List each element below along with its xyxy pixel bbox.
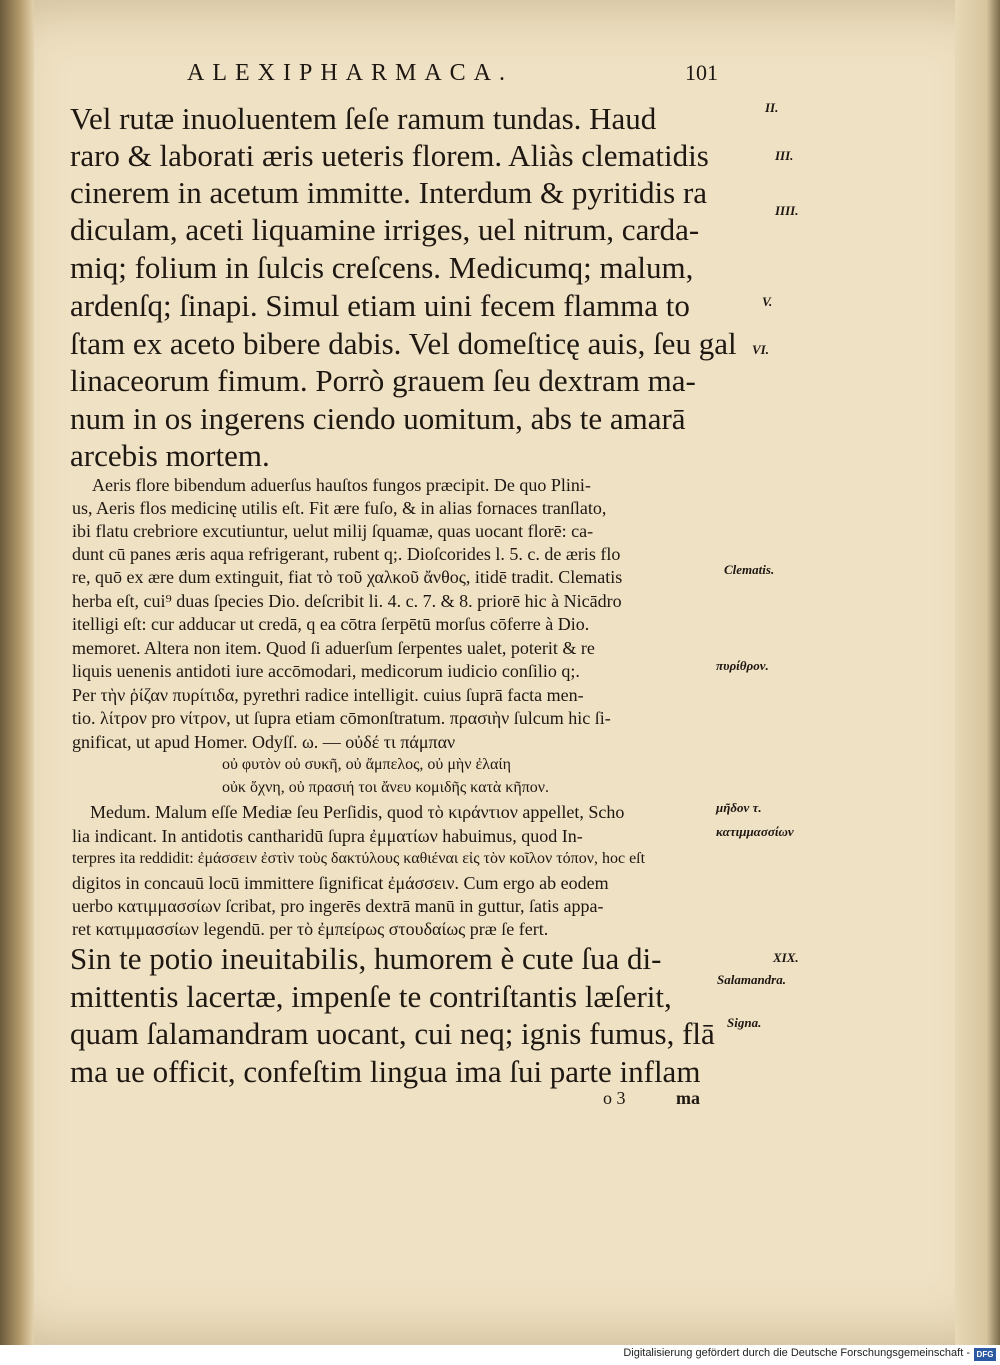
verse-line: ſtam ex aceto bibere dabis. Vel domeſticę auis, ſeu gal <box>70 326 737 361</box>
commentary-line: Medum. Malum eſſe Mediæ ſeu Perſidis, quod τὸ κιράντιον appellet, Scho <box>90 802 625 822</box>
commentary-line: terpres ita reddidit: ἐμάσσειν ἐστὶν τοὺς δακτύλους καθιέναι εἰς τὸν κοῖλον τόπον, hoc eſt <box>72 850 646 867</box>
verse-line: num in os ingerens ciendo uomitum, abs te amarā <box>70 401 686 436</box>
margin-note: XIX. <box>773 950 799 965</box>
running-header: ALEXIPHARMACA. <box>187 60 514 86</box>
commentary-line: gnificat, ut apud Homer. Odyſſ. ω. — οὐδέ τι πάμπαν <box>72 732 456 752</box>
margin-note: II. <box>765 100 779 115</box>
commentary-line: liquis uenenis antidoti iure accōmodari, medicorum iudicio conſilio q;. <box>72 661 580 681</box>
margin-note: Signa. <box>727 1015 762 1030</box>
verse-line: quam ſalamandram uocant, cui neq; ignis fumus, flā <box>70 1016 715 1051</box>
commentary-line: re, quō ex ære dum extinguit, fiat τὸ τοῦ χαλκοῦ ἄνθος, itidē tradit. Clematis <box>72 567 623 587</box>
margin-note: πυρίθρον. <box>716 658 769 673</box>
verse-line: miq; folium in ſulcis creſcens. Medicumq; malum, <box>70 250 694 285</box>
margin-note: III. <box>775 148 794 163</box>
verse-line: raro & laborati æris ueteris florem. Aliàs clematidis <box>70 138 709 173</box>
footer-credit: Digitalisierung gefördert durch die Deutsche Forschungsgemeinschaft - <box>623 1347 970 1359</box>
catchword: ma <box>676 1088 700 1108</box>
margin-note: κατιμμασσίων <box>716 824 794 839</box>
footer-bar <box>0 1345 1000 1365</box>
margin-note: Clematis. <box>724 562 775 577</box>
verse-line: arcebis mortem. <box>70 438 270 473</box>
commentary-line: herba eſt, cui⁹ duas ſpecies Dio. deſcribit li. 4. c. 7. & 8. priorē hic à Nicādro <box>72 591 622 611</box>
dfg-logo: DFG <box>974 1348 996 1361</box>
margin-note: Salamandra. <box>717 972 786 987</box>
commentary-line: itelligi eſt: cur adducar ut credā, q ea cōtra ſerpētū morſus cōferre à Dio. <box>72 614 590 634</box>
verse-line: cinerem in acetum immitte. Interdum & pyritidis ra <box>70 175 708 210</box>
margin-note: IIII. <box>775 203 799 218</box>
verse-line: ardenſq; ſinapi. Simul etiam uini fecem flamma to <box>70 288 690 323</box>
book-spine <box>0 0 34 1345</box>
margin-note: V. <box>762 294 773 309</box>
commentary-line: dunt cū panes æris aqua refrigerant, rubent q;. Dioſcorides l. 5. c. de æris flo <box>72 544 621 564</box>
margin-note: μῆδον τ. <box>716 800 762 815</box>
commentary-line: uerbo κατιμμασσίων ſcribat, pro ingerēs dextrā manū in guttur, ſatis appa- <box>72 896 604 916</box>
commentary-line: Aeris flore bibendum aduerſus hauſtos fungos præcipit. De quo Plini- <box>92 475 591 495</box>
verse-line: Sin te potio ineuitabilis, humorem è cute ſua di- <box>70 941 662 976</box>
commentary-line: memoret. Altera non item. Quod ſi aduerſum ſerpentes ualet, poterit & re <box>72 638 595 658</box>
commentary-line: digitos in concauū locū immittere ſignificat ἐμάσσειν. Cum ergo ab eodem <box>72 873 609 893</box>
commentary-line: lia indicant. In antidotis cantharidū ſupra ἐμματίων habuimus, quod In- <box>72 826 583 846</box>
commentary-line: ret κατιμμασσίων legendū. per τὸ ἐμπείρως στουδαίως præ ſe fert. <box>72 919 549 939</box>
page-number: 101 <box>685 60 718 85</box>
commentary-line: tio. λίτρον pro νίτρον, ut ſupra etiam cōmonſtratum. πρασιὴν ſulcum hic ſi- <box>72 708 611 728</box>
signature-mark: o 3 <box>603 1088 626 1108</box>
commentary-line: ibi flatu crebriore excutiuntur, uelut milij ſquamæ, quas uocant florē: ca- <box>72 521 594 541</box>
verse-line: Vel rutæ inuoluentem ſeſe ramum tundas. Haud <box>70 101 657 136</box>
commentary-line: Per τὴν ῥίζαν πυρίτιδα, pyrethri radice intelligit. cuius ſuprā facta men- <box>72 685 584 705</box>
verse-line: diculam, aceti liquamine irriges, uel nitrum, carda- <box>70 212 700 247</box>
greek-quote-line: οὐκ ὄχνη, οὐ πρασιή τοι ἄνευ κομιδῆς κατὰ κῆπον. <box>222 779 550 796</box>
verse-line: mittentis lacertæ, impenſe te contriſtantis læſerit, <box>70 979 672 1014</box>
verse-line: linaceorum fimum. Porrò grauem ſeu dextram ma- <box>70 363 696 398</box>
margin-note: VI. <box>752 342 769 357</box>
greek-quote-line: οὐ φυτὸν οὐ συκῆ, οὐ ἄμπελος, οὐ μὴν ἐλαίη <box>222 756 512 773</box>
verse-line: ma ue officit, confeſtim lingua ima ſui parte inflam <box>70 1054 701 1089</box>
commentary-line: us, Aeris flos medicinę utilis eſt. Fit ære fuſo, & in alias fornaces tranſlato, <box>72 498 607 518</box>
page-edge <box>955 0 1000 1345</box>
